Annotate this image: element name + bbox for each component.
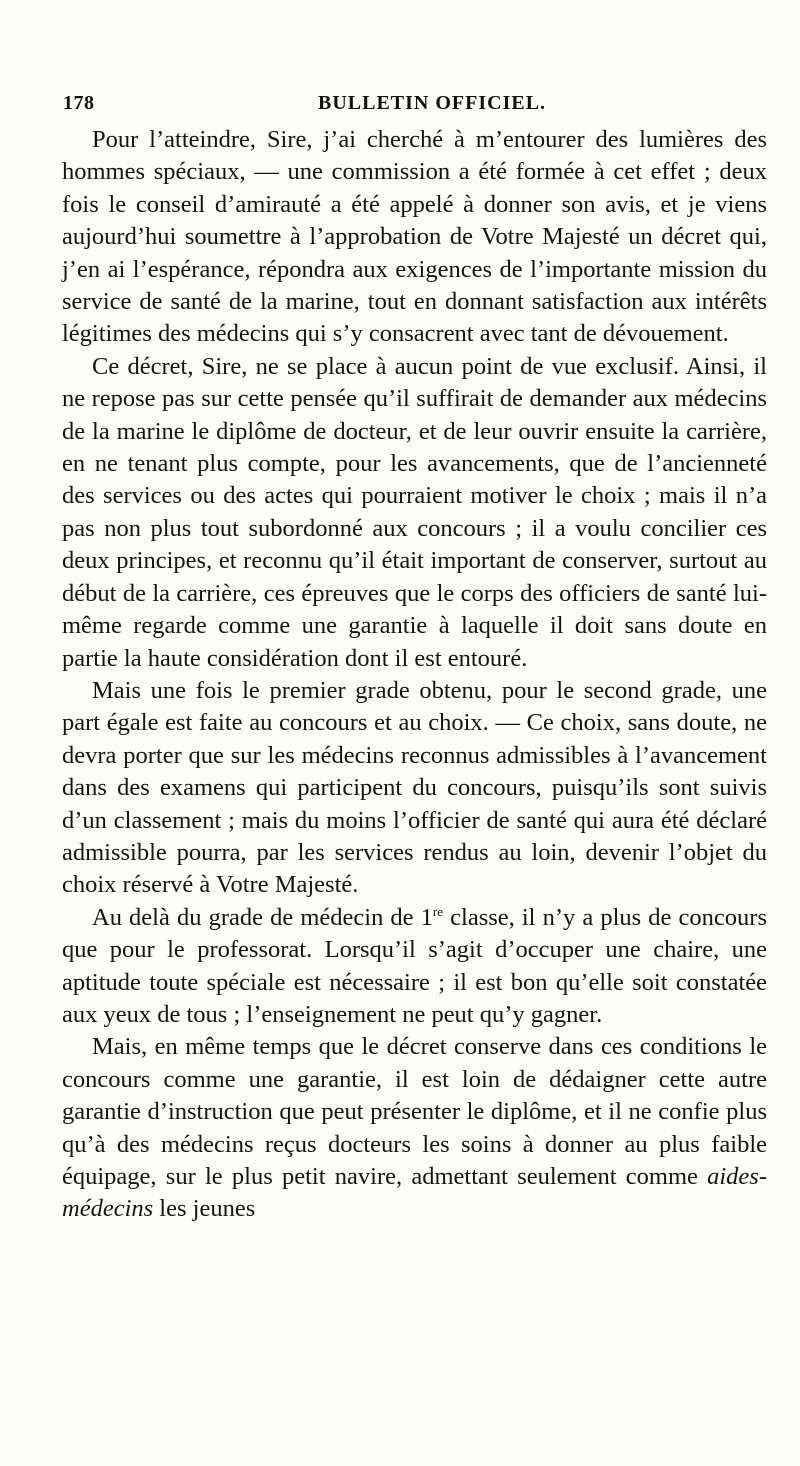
paragraph-5-end: les jeunes (153, 1195, 256, 1223)
paragraph-4-end: classe, il n’y a plus de concours que pour le professorat. Lorsqu’il s’agit d’occuper une chaire, une aptitude toute spéciale est nécessaire ; il est bon qu’elle soit constatée aux yeux de tous ; l’enseignement ne peut qu’y gagner. (62, 903, 767, 1028)
italic-term: aides-médecins (62, 1163, 767, 1223)
ordinal-superscript: re (432, 903, 444, 919)
paragraph-4 (62, 902, 767, 1032)
paragraph-1: Pour l’atteindre, Sire, j’ai cherché à m’entourer des lumières des hommes spéciaux, — une commission a été formée à cet effet ; deux fois le conseil d’amirauté a été appelé à donner son avis, et je viens aujourd’hui soumettre à l’approbation de Votre Majesté un décret qui, j’en ai l’espérance, répondra aux exigences de l’importante mission du service de santé de la marine, tout en donnant satisfaction aux intérêts légitimes des médecins qui s’y consacrent avec tant de dévouement. (62, 126, 767, 348)
paragraph-4-start: Au delà du grade de médecin de 1 (92, 903, 433, 931)
page-header (63, 92, 747, 122)
paragraph-5 (62, 1031, 767, 1225)
paragraph-5-start: Mais, en même temps que le décret conserve dans ces conditions le concours comme une garantie, il est loin de dédaigner cette autre garantie d’instruction que peut présenter le diplôme, et il ne confie plus qu’à des médecins reçus docteurs les soins à donner au plus faible équipage, sur le plus petit navire, admettant seulement comme (62, 1033, 767, 1190)
page-number: 178 (63, 92, 95, 114)
running-title: BULLETIN OFFICIEL. (318, 92, 547, 114)
paragraph-3: Mais une fois le premier grade obtenu, pour le second grade, une part égale est faite au concours et au choix. — Ce choix, sans doute, ne devra porter que sur les médecins reconnus admissibles à l’avancement dans des examens qui participent du concours, puisqu’ils sont suivis d’un classement ; mais du moins l’officier de santé qui aura été déclaré admissible pourra, par les services rendus au loin, devenir l’objet du choix réservé à Votre Majesté. (62, 676, 767, 899)
body-text (62, 124, 767, 1226)
paragraph-2: Ce décret, Sire, ne se place à aucun point de vue exclusif. Ainsi, il ne repose pas sur cette pensée qu’il suffirait de demander aux médecins de la marine le diplôme de docteur, et de leur ouvrir ensuite la carrière, en ne tenant plus compte, pour les avancements, que de l’ancienneté des services ou des actes qui pourraient motiver le choix ; mais il n’a pas non plus tout subordonné aux concours ; il a voulu concilier ces deux principes, et reconnu qu’il était important de conserver, surtout au début de la carrière, ces épreuves que le corps des officiers de santé lui-même regarde comme une garantie à laquelle il doit sans doute en partie la haute considération dont il est entouré. (62, 352, 767, 672)
